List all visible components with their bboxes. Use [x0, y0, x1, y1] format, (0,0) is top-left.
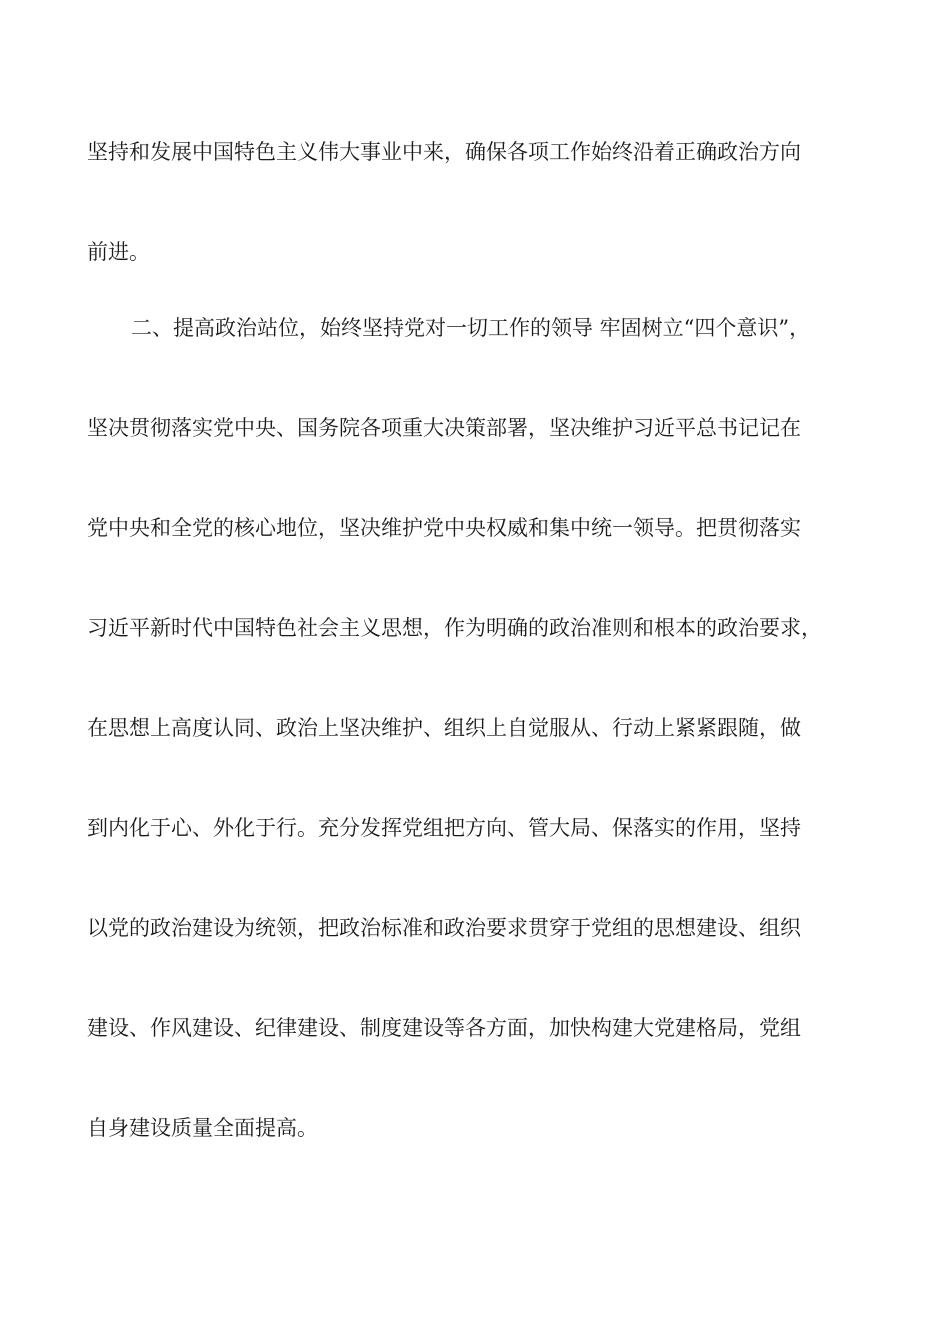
text-line: 建设、作风建设、纪律建设、制度建设等各方面，加快构建大党建格局，党组	[87, 1016, 801, 1040]
paragraph-1	[87, 126, 877, 302]
text-line: 坚持和发展中国特色主义伟大事业中来，确保各项工作始终沿着正确政治方向	[87, 140, 801, 164]
document-body	[87, 126, 877, 1202]
text-line: 二、提高政治站位，始终坚持党对一切工作的领导 牢固树立“四个意识”，	[131, 316, 811, 340]
text-line: 坚决贯彻落实党中央、国务院各项重大决策部署，坚决维护习近平总书记记在	[87, 416, 801, 440]
text-line: 自身建设质量全面提高。	[87, 1116, 318, 1140]
text-line: 在思想上高度认同、政治上坚决维护、组织上自觉服从、行动上紧紧跟随，做	[87, 716, 801, 740]
text-line: 前进。	[87, 240, 150, 264]
text-line: 到内化于心、外化于行。充分发挥党组把方向、管大局、保落实的作用，坚持	[87, 816, 801, 840]
paragraph-2	[87, 302, 877, 1202]
text-line: 习近平新时代中国特色社会主义思想，作为明确的政治准则和根本的政治要求，	[87, 616, 822, 640]
text-line: 党中央和全党的核心地位，坚决维护党中央权威和集中统一领导。把贯彻落实	[87, 516, 801, 540]
text-line: 以党的政治建设为统领，把政治标准和政治要求贯穿于党组的思想建设、组织	[87, 916, 801, 940]
